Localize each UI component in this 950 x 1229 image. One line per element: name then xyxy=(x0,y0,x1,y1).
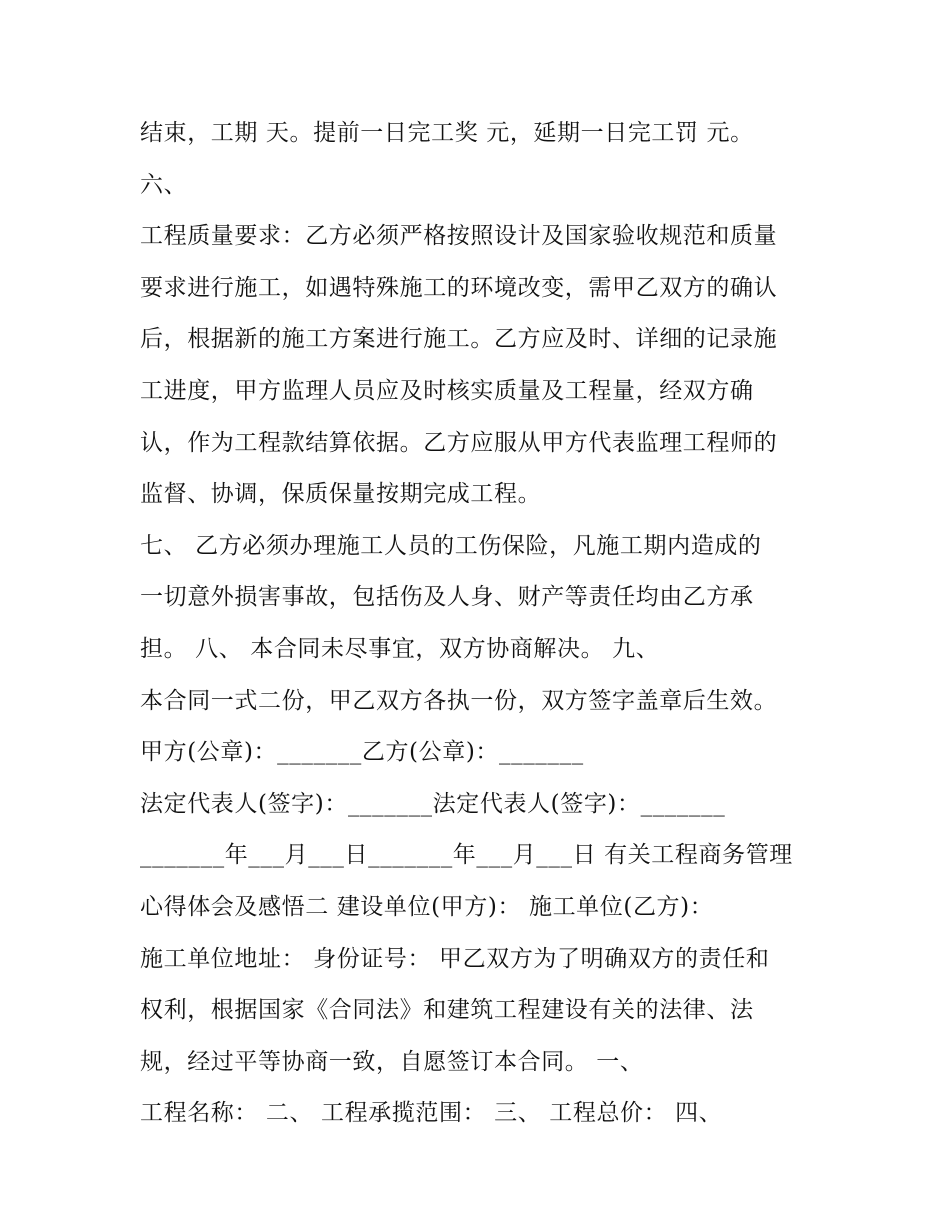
text-line: 七、 乙方必须办理施工人员的工伤保险，凡施工期内造成的 xyxy=(140,532,762,559)
text-line: 权利，根据国家《合同法》和建筑工程建设有关的法律、法 xyxy=(140,997,754,1024)
text-line: 工程名称： 二、 工程承揽范围： 三、 工程总价： 四、 xyxy=(140,1100,723,1127)
text-line: 要求进行施工，如遇特殊施工的环境改变，需甲乙双方的确认 xyxy=(140,274,778,301)
text-line: 担。 八、 本合同未尽事宜，双方协商解决。 九、 xyxy=(140,635,660,662)
signature-line-date: _______年___月___日_______年___月___日 有关工程商务管理 xyxy=(140,842,793,869)
signature-line-seal: 甲方(公章)：_______乙方(公章)：_______ xyxy=(140,739,584,766)
text-line: 结束，工期 天。提前一日完工奖 元，延期一日完工罚 元。 xyxy=(140,120,754,146)
text-line: 规，经过平等协商一致，自愿签订本合同。 一、 xyxy=(140,1048,644,1075)
text-line: 认，作为工程款结算依据。乙方应服从甲方代表监理工程师的 xyxy=(140,429,778,456)
text-line: 心得体会及感悟二 建设单位(甲方)： 施工单位(乙方)： xyxy=(140,893,714,920)
text-line: 施工单位地址： 身份证号： 甲乙双方为了明确双方的责任和 xyxy=(140,945,770,972)
text-line: 后，根据新的施工方案进行施工。乙方应及时、详细的记录施 xyxy=(140,326,778,353)
text-line: 工程质量要求：乙方必须严格按照设计及国家验收规范和质量 xyxy=(140,223,778,250)
text-line: 监督、协调，保质保量按期完成工程。 xyxy=(140,481,542,508)
signature-line-representative: 法定代表人(签字)：_______法定代表人(签字)：_______ xyxy=(140,790,726,817)
text-line: 一切意外损害事故，包括伤及人身、财产等责任均由乙方承 xyxy=(140,584,754,611)
text-line: 本合同一式二份，甲乙双方各执一份，双方签字盖章后生效。 xyxy=(140,687,778,714)
text-line: 六、 xyxy=(140,171,188,198)
text-line: 工进度，甲方监理人员应及时核实质量及工程量，经双方确 xyxy=(140,377,754,404)
contract-text-body xyxy=(140,108,830,1140)
